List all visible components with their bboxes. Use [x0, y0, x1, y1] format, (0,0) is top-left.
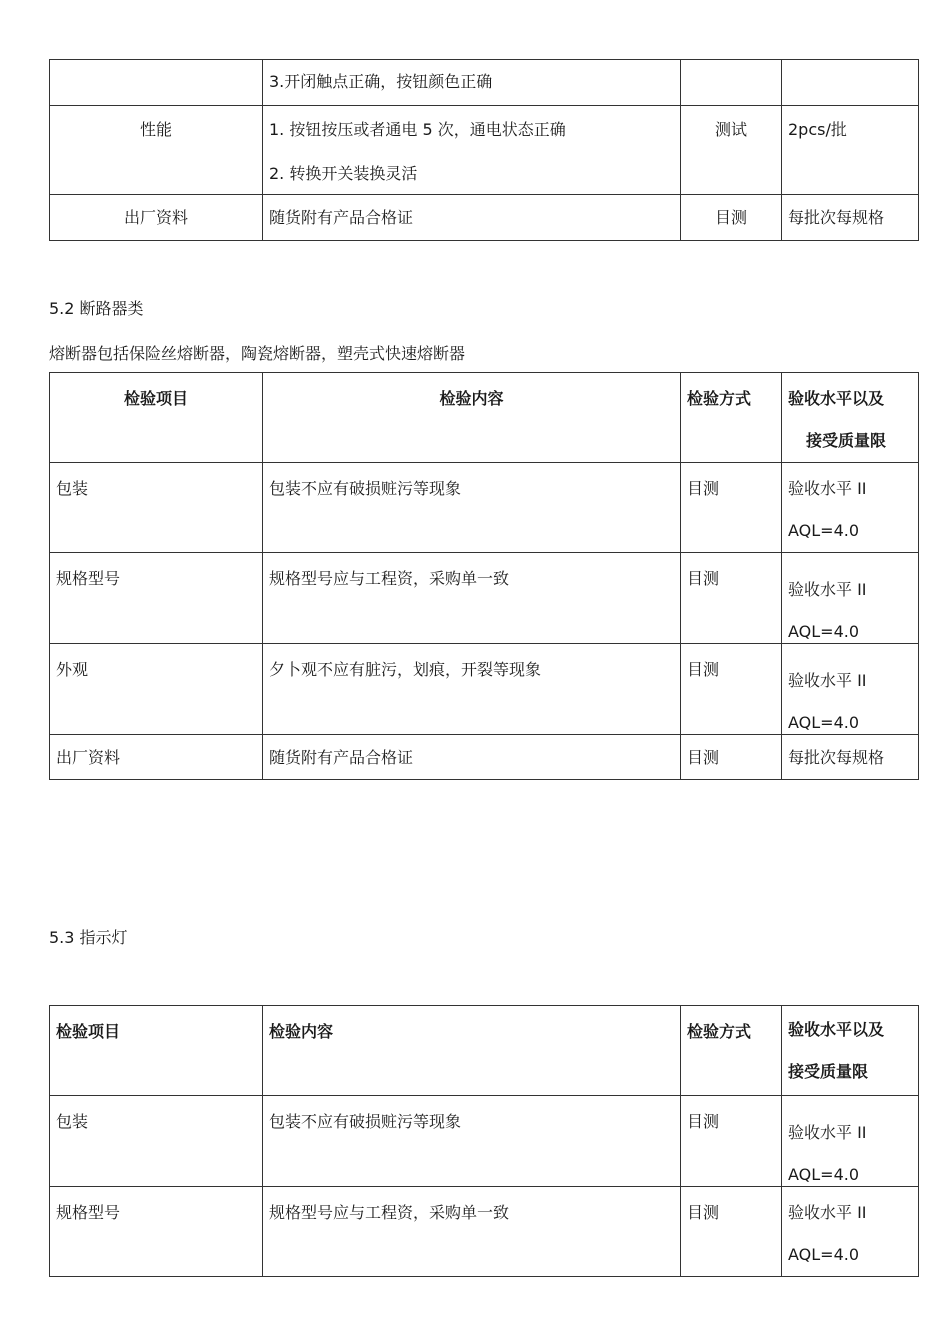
cell-method: 目测 — [681, 1187, 782, 1277]
table-row — [50, 463, 919, 553]
cell-level: 每批次每规格 — [782, 735, 919, 780]
cell-content: 夕卜观不应有脏污，划痕，开裂等现象 — [263, 644, 681, 735]
table-row — [50, 1187, 919, 1277]
table-row — [50, 106, 919, 195]
circuit-breaker-table — [49, 372, 919, 780]
cell-item: 规格型号 — [50, 553, 263, 644]
cell-content: 1. 按钮按压或者通电 5 次，通电状态正确 2. 转换开关装换灵活 — [263, 106, 681, 195]
cell-level: 2pcs/批 — [782, 106, 919, 195]
section-heading-5-3: 5.3 指示灯 — [49, 928, 128, 947]
cell-level — [782, 60, 919, 106]
cell-level: 验收水平 II AQL=4.0 — [782, 1187, 919, 1277]
cell-level: 验收水平 II AQL=4.0 — [782, 553, 919, 644]
table-row — [50, 553, 919, 644]
cell-content: 包装不应有破损赃污等现象 — [263, 1096, 681, 1187]
header-method: 检验方式 — [681, 373, 782, 463]
table-row — [50, 195, 919, 241]
header-level: 验收水平以及 接受质量限 — [782, 1006, 919, 1096]
indicator-light-table — [49, 1005, 919, 1277]
header-method: 检验方式 — [681, 1006, 782, 1096]
section-heading-5-2: 5.2 断路器类 — [49, 299, 144, 318]
cell-item: 出厂资料 — [50, 735, 263, 780]
table-row — [50, 60, 919, 106]
cell-content: 随货附有产品合格证 — [263, 195, 681, 241]
table-row — [50, 644, 919, 735]
cell-content: 规格型号应与工程资，采购单一致 — [263, 1187, 681, 1277]
header-item: 检验项目 — [50, 1006, 263, 1096]
table-header-row — [50, 373, 919, 463]
cell-method: 测试 — [681, 106, 782, 195]
cell-item: 包装 — [50, 1096, 263, 1187]
cell-content: 随货附有产品合格证 — [263, 735, 681, 780]
cell-method: 目测 — [681, 463, 782, 553]
table-row — [50, 1096, 919, 1187]
cell-item — [50, 60, 263, 106]
header-item: 检验项目 — [50, 373, 263, 463]
header-content: 检验内容 — [263, 373, 681, 463]
cell-item: 出厂资料 — [50, 195, 263, 241]
cell-method: 目测 — [681, 644, 782, 735]
cell-method: 目测 — [681, 735, 782, 780]
cell-item: 规格型号 — [50, 1187, 263, 1277]
header-level: 验收水平以及 接受质量限 — [782, 373, 919, 463]
cell-method: 目测 — [681, 195, 782, 241]
cell-level: 每批次每规格 — [782, 195, 919, 241]
cell-item: 外观 — [50, 644, 263, 735]
cell-level: 验收水平 II AQL=4.0 — [782, 1096, 919, 1187]
inspection-table-continued — [49, 59, 919, 241]
section-caption: 熔断器包括保险丝熔断器，陶瓷熔断器，塑壳式快速熔断器 — [49, 344, 466, 363]
cell-content: 包装不应有破损赃污等现象 — [263, 463, 681, 553]
table-header-row — [50, 1006, 919, 1096]
cell-method: 目测 — [681, 553, 782, 644]
cell-item: 性能 — [50, 106, 263, 195]
cell-content: 3.开闭触点正确，按钮颜色正确 — [263, 60, 681, 106]
header-content: 检验内容 — [263, 1006, 681, 1096]
cell-content: 规格型号应与工程资，采购单一致 — [263, 553, 681, 644]
table-row — [50, 735, 919, 780]
cell-method: 目测 — [681, 1096, 782, 1187]
cell-method — [681, 60, 782, 106]
cell-item: 包装 — [50, 463, 263, 553]
cell-level: 验收水平 II AQL=4.0 — [782, 463, 919, 553]
cell-level: 验收水平 II AQL=4.0 — [782, 644, 919, 735]
